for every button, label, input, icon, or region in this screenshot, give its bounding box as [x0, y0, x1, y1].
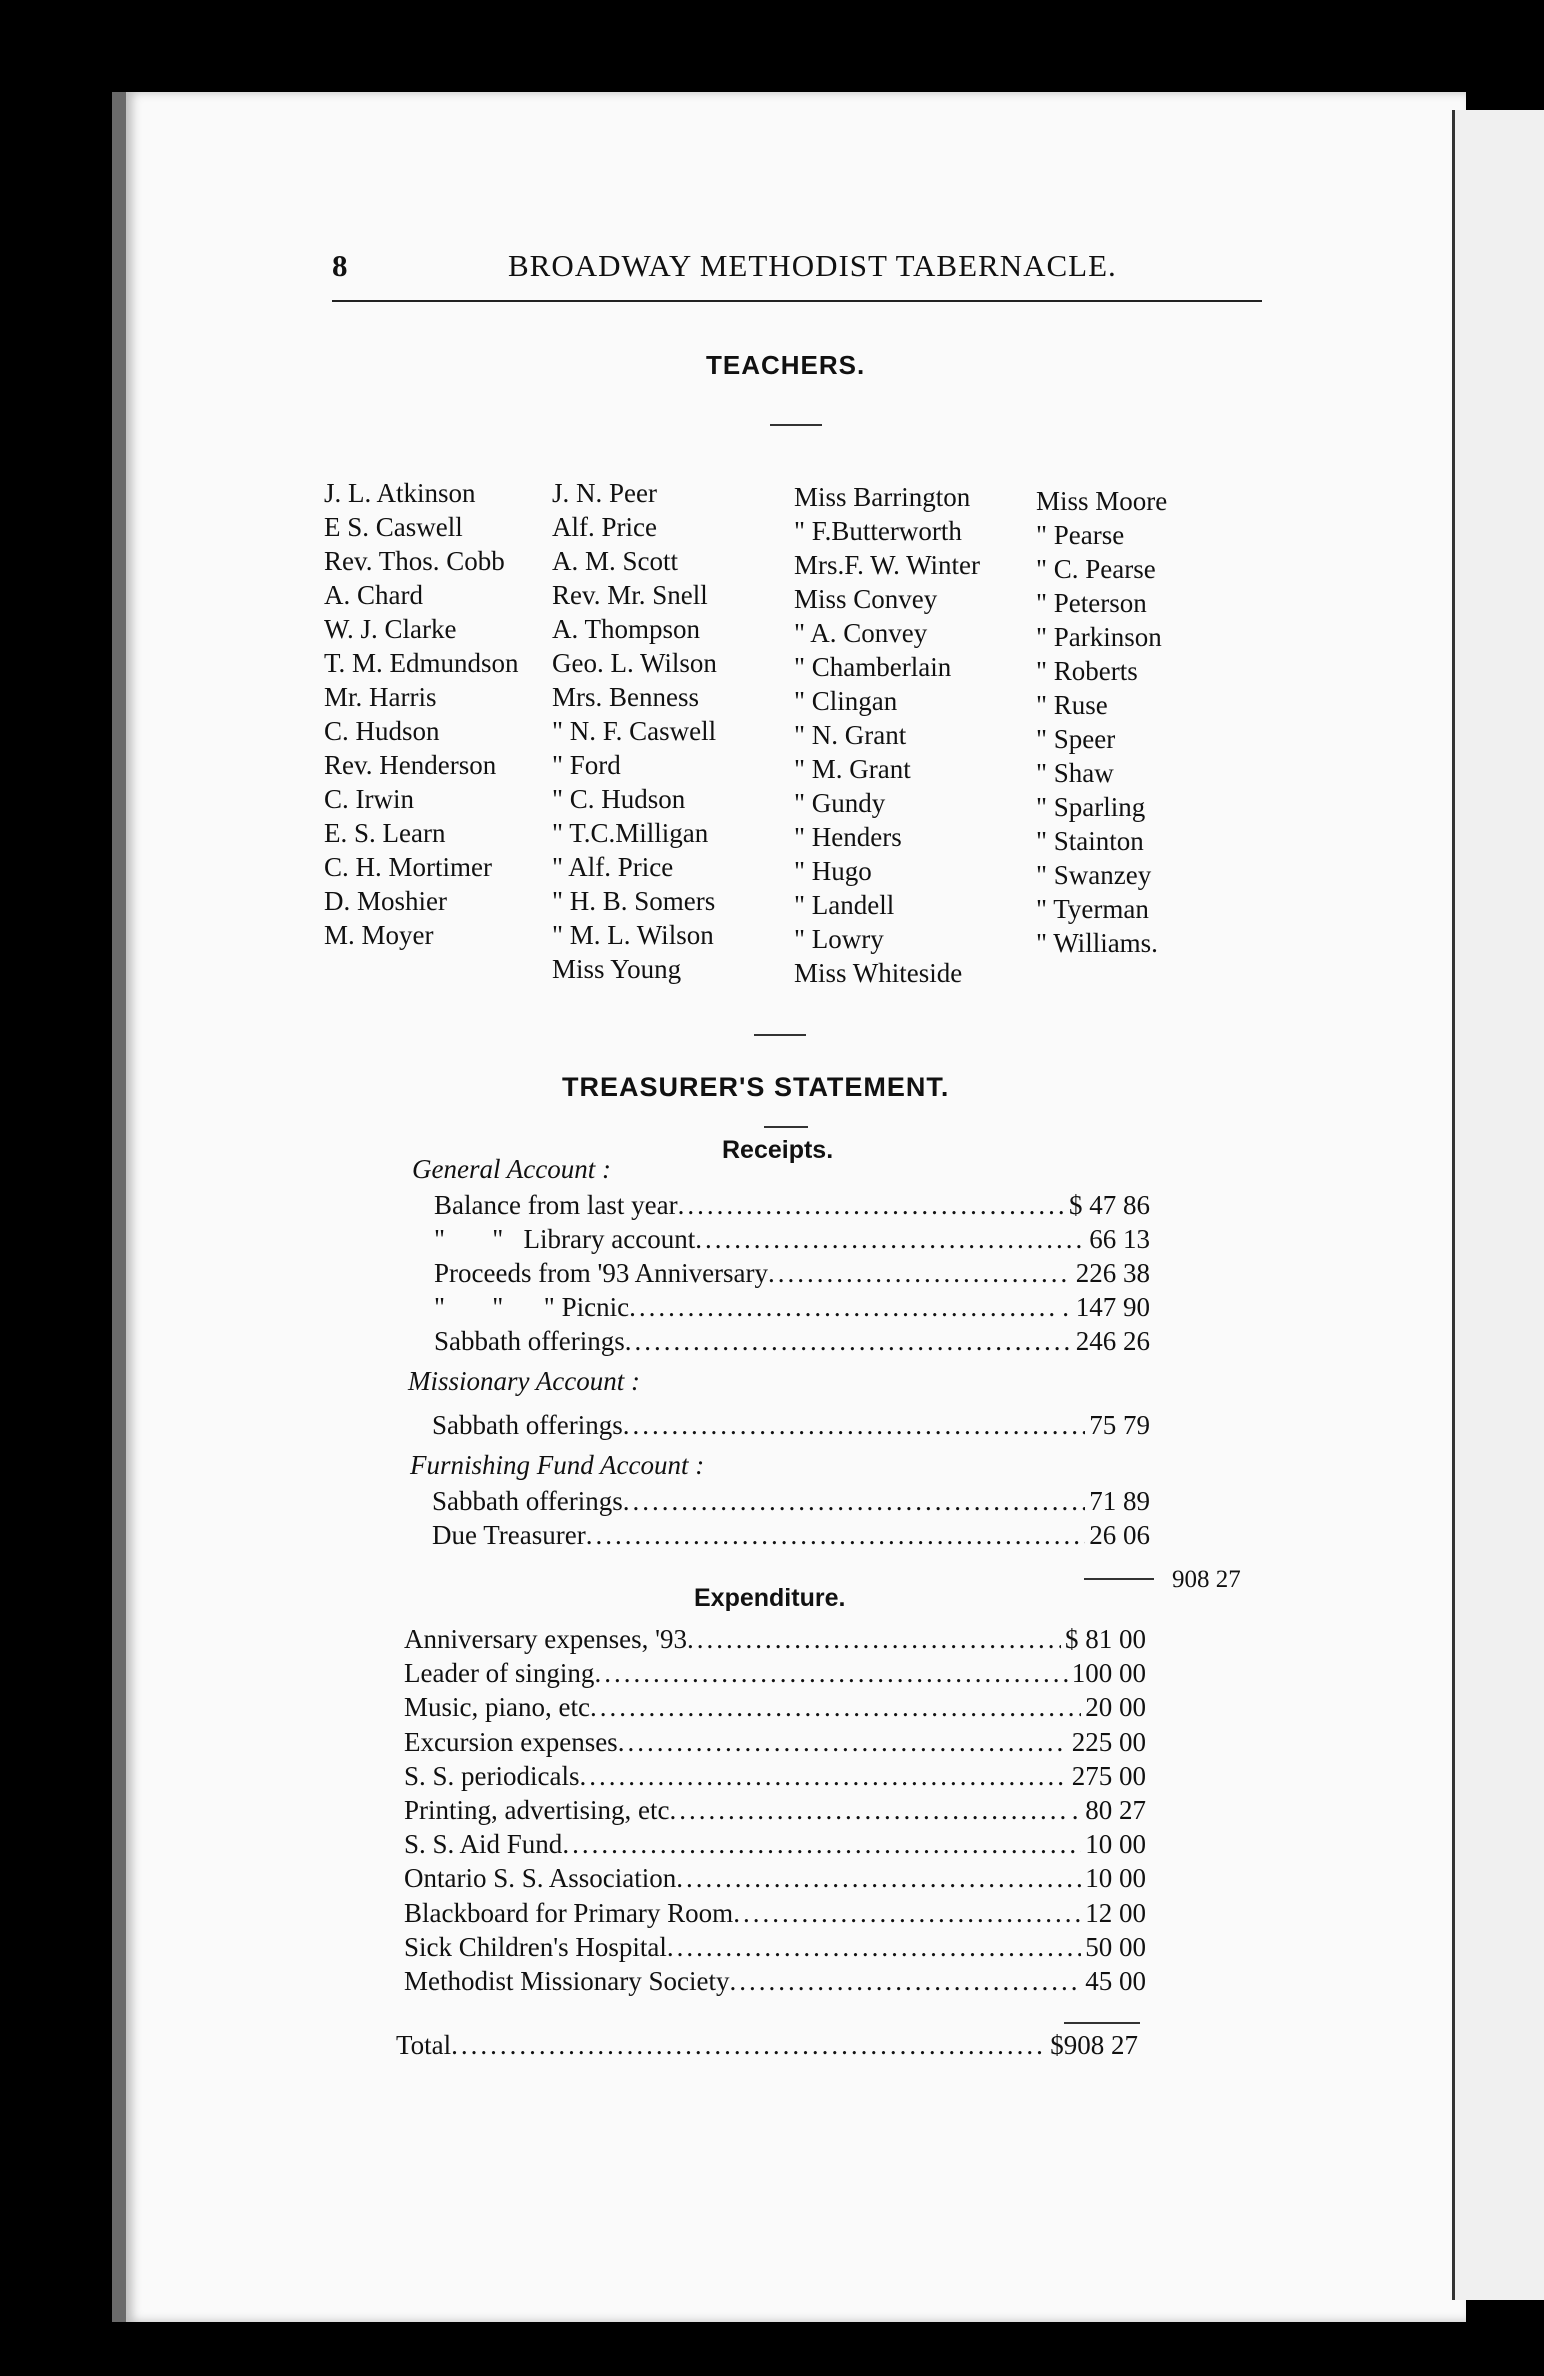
- furnishing-account-label: Furnishing Fund Account :: [410, 1450, 705, 1480]
- teachers-column-4: [1036, 484, 1167, 960]
- page-number: 8: [332, 248, 349, 283]
- teacher-name: " Williams.: [1036, 928, 1158, 958]
- teacher-name: " N. Grant: [794, 720, 907, 750]
- ledger-amount: 26 06: [1089, 1520, 1150, 1550]
- ledger-label: Sabbath offerings: [432, 1486, 623, 1516]
- teacher-name: W. J. Clarke: [324, 614, 457, 644]
- ledger-label: S. S. periodicals: [404, 1760, 580, 1791]
- ledger-amount: 50 00: [1085, 1931, 1146, 1962]
- ledger-label: Blackboard for Primary Room: [404, 1897, 734, 1928]
- section-divider: [770, 424, 822, 426]
- total-line: [396, 2028, 1138, 2062]
- teachers-column-3: [794, 480, 980, 990]
- ledger-line: [434, 1324, 1150, 1358]
- teacher-name: " Henders: [794, 822, 902, 852]
- teacher-name: Miss Young: [552, 954, 682, 984]
- ledger-amount: 66 13: [1089, 1224, 1150, 1254]
- ledger-label: " " Library account: [434, 1224, 696, 1254]
- ledger-line: [434, 1188, 1150, 1222]
- ledger-amount: . 80 27: [1071, 1795, 1146, 1825]
- teacher-name: C. Hudson: [324, 716, 440, 746]
- ledger-amount: 226 38: [1075, 1258, 1150, 1288]
- leader-dots: [676, 1861, 1081, 1895]
- ledger-amount: 246 26: [1075, 1326, 1150, 1356]
- ledger-label: Balance from last year: [434, 1190, 678, 1220]
- general-account-label: General Account :: [412, 1154, 611, 1184]
- ledger-label: Printing, advertising, etc: [404, 1795, 670, 1825]
- teacher-name: " Pearse: [1036, 520, 1125, 550]
- teacher-name: D. Moshier: [324, 886, 447, 916]
- teacher-name: Mr. Harris: [324, 682, 437, 712]
- leader-dots: [733, 1896, 1081, 1930]
- teacher-name: " Peterson: [1036, 588, 1147, 618]
- ledger-label: Proceeds from '93 Anniversary: [434, 1258, 769, 1288]
- treasurer-heading: TREASURER'S STATEMENT.: [562, 1072, 950, 1102]
- missionary-account-label: Missionary Account :: [408, 1366, 640, 1396]
- teacher-name: " Lowry: [794, 924, 884, 954]
- ledger-amount: 275 00: [1071, 1760, 1146, 1791]
- ledger-line: [434, 1290, 1150, 1324]
- teacher-name: A. M. Scott: [552, 546, 679, 576]
- ledger-line: [404, 1827, 1146, 1861]
- teacher-name: " Swanzey: [1036, 860, 1152, 890]
- teachers-column-2: [552, 476, 717, 986]
- receipts-total: 908 27: [1172, 1566, 1241, 1593]
- leader-dots: [730, 1964, 1082, 1998]
- ledger-label: Excursion expenses: [404, 1726, 618, 1757]
- teacher-name: " Speer: [1036, 724, 1116, 754]
- ledger-label: Methodist Missionary Society: [404, 1966, 730, 1996]
- teacher-name: " Shaw: [1036, 758, 1114, 788]
- leader-dots: [669, 1793, 1067, 1827]
- teacher-name: " T.C.Milligan: [552, 818, 709, 848]
- ledger-line: [404, 1622, 1146, 1656]
- leader-dots: [687, 1622, 1061, 1656]
- ledger-amount: 100 00: [1071, 1658, 1146, 1689]
- ledger-line: [404, 1725, 1146, 1759]
- teacher-name: C. H. Mortimer: [324, 852, 492, 882]
- ledger-label: Ontario S. S. Association: [404, 1863, 677, 1894]
- adjacent-page-edge: [1452, 110, 1544, 2300]
- teacher-name: " F.Butterworth: [794, 516, 962, 546]
- teacher-name: " Landell: [794, 890, 895, 920]
- ledger-line: [434, 1222, 1150, 1256]
- teacher-name: " Clingan: [794, 686, 898, 716]
- leader-dots: [678, 1188, 1065, 1222]
- teacher-name: M. Moyer: [324, 920, 434, 950]
- ledger-line: [432, 1484, 1150, 1518]
- section-divider: [754, 1034, 806, 1036]
- leader-dots: [594, 1656, 1067, 1690]
- teacher-name: " C. Pearse: [1036, 554, 1156, 584]
- leader-dots: [667, 1930, 1081, 1964]
- ledger-label: S. S. Aid Fund: [404, 1829, 563, 1860]
- teacher-name: Miss Moore: [1036, 486, 1168, 516]
- teacher-name: A. Thompson: [552, 614, 701, 644]
- ledger-line: [404, 1759, 1146, 1793]
- teacher-name: C. Irwin: [324, 784, 414, 814]
- teacher-name: Miss Barrington: [794, 482, 971, 512]
- ledger-line: [404, 1861, 1146, 1895]
- teacher-name: " M. L. Wilson: [552, 920, 714, 950]
- teacher-name: A. Chard: [324, 580, 423, 610]
- teacher-name: J. L. Atkinson: [324, 478, 476, 508]
- leader-dots: [768, 1256, 1072, 1290]
- ledger-amount: 20 00: [1085, 1692, 1146, 1723]
- ledger-line: [434, 1256, 1150, 1290]
- ledger-amount: . 147 90: [1062, 1292, 1150, 1322]
- page-title: BROADWAY METHODIST TABERNACLE.: [508, 248, 1117, 283]
- teacher-name: " M. Grant: [794, 754, 911, 784]
- teachers-heading: TEACHERS.: [706, 350, 866, 380]
- teacher-name: " H. B. Somers: [552, 886, 716, 916]
- teacher-name: Mrs.F. W. Winter: [794, 550, 981, 580]
- teacher-name: " Roberts: [1036, 656, 1138, 686]
- teacher-name: Geo. L. Wilson: [552, 648, 717, 678]
- expenditure-heading: Expenditure.: [694, 1584, 846, 1612]
- ledger-line: [404, 1656, 1146, 1690]
- section-divider: [764, 1126, 808, 1128]
- total-rule: [1064, 2022, 1140, 2024]
- teacher-name: " A. Convey: [794, 618, 928, 648]
- teacher-name: " C. Hudson: [552, 784, 686, 814]
- teacher-name: " Alf. Price: [552, 852, 674, 882]
- ledger-label: Leader of singing: [404, 1658, 595, 1689]
- ledger-amount: 71 89: [1089, 1486, 1150, 1516]
- leader-dots: [625, 1324, 1072, 1358]
- teacher-name: " Ruse: [1036, 690, 1108, 720]
- teacher-name: Rev. Mr. Snell: [552, 580, 708, 610]
- ledger-label: Sabbath offerings: [434, 1326, 625, 1356]
- teacher-name: T. M. Edmundson: [324, 648, 519, 678]
- leader-dots: [586, 1518, 1086, 1552]
- leader-dots: [590, 1690, 1081, 1724]
- teacher-name: " Stainton: [1036, 826, 1144, 856]
- subtotal-rule: [1084, 1578, 1154, 1580]
- teacher-name: Rev. Thos. Cobb: [324, 546, 505, 576]
- teacher-name: " Chamberlain: [794, 652, 952, 682]
- leader-dots: [580, 1759, 1068, 1793]
- leader-dots: [618, 1725, 1068, 1759]
- teacher-name: E S. Caswell: [324, 512, 463, 542]
- teacher-name: Alf. Price: [552, 512, 657, 542]
- ledger-line: [404, 1793, 1146, 1827]
- teacher-name: Rev. Henderson: [324, 750, 497, 780]
- leader-dots: [623, 1408, 1086, 1442]
- leader-dots: [623, 1484, 1086, 1518]
- total-amount: $908 27: [1050, 2030, 1138, 2060]
- teachers-column-1: [324, 476, 519, 952]
- ledger-line: [432, 1518, 1150, 1552]
- leader-dots: [629, 1290, 1058, 1324]
- ledger-amount: $ 47 86: [1069, 1190, 1150, 1220]
- ledger-line: [404, 1930, 1146, 1964]
- leader-dots: [562, 1827, 1081, 1861]
- teacher-name: " N. F. Caswell: [552, 716, 717, 746]
- ledger-label: Sick Children's Hospital: [404, 1931, 667, 1962]
- teacher-name: E. S. Learn: [324, 818, 446, 848]
- ledger-label: Due Treasurer: [432, 1520, 586, 1550]
- ledger-label: " " " Picnic: [434, 1292, 630, 1322]
- ledger-amount: 225 00: [1071, 1726, 1146, 1757]
- ledger-amount: 10 00: [1085, 1829, 1146, 1860]
- ledger-label: Sabbath offerings: [432, 1410, 623, 1440]
- ledger-amount: $ 81 00: [1065, 1624, 1146, 1654]
- teacher-name: " Ford: [552, 750, 621, 780]
- ledger-line: [404, 1690, 1146, 1724]
- teacher-name: Miss Convey: [794, 584, 938, 614]
- ledger-line: [432, 1408, 1150, 1442]
- teacher-name: J. N. Peer: [552, 478, 657, 508]
- teacher-name: " Sparling: [1036, 792, 1146, 822]
- teacher-name: " Parkinson: [1036, 622, 1162, 652]
- ledger-label: Anniversary expenses, '93: [404, 1624, 688, 1654]
- teacher-name: Mrs. Benness: [552, 682, 699, 712]
- ledger-amount: 45 00: [1085, 1966, 1146, 1996]
- receipts-heading: Receipts.: [722, 1136, 834, 1164]
- teacher-name: " Gundy: [794, 788, 886, 818]
- ledger-label: Music, piano, etc: [404, 1692, 590, 1723]
- total-label: Total: [396, 2030, 452, 2060]
- teacher-name: " Tyerman: [1036, 894, 1149, 924]
- header-rule: [332, 300, 1262, 302]
- teacher-name: " Hugo: [794, 856, 872, 886]
- ledger-line: [404, 1896, 1146, 1930]
- teacher-name: Miss Whiteside: [794, 958, 963, 988]
- ledger-amount: 12 00: [1085, 1897, 1146, 1928]
- ledger-amount: 75 79: [1089, 1410, 1150, 1440]
- leader-dots: [695, 1222, 1085, 1256]
- ledger-amount: 10 00: [1085, 1863, 1146, 1894]
- ledger-line: [404, 1964, 1146, 1998]
